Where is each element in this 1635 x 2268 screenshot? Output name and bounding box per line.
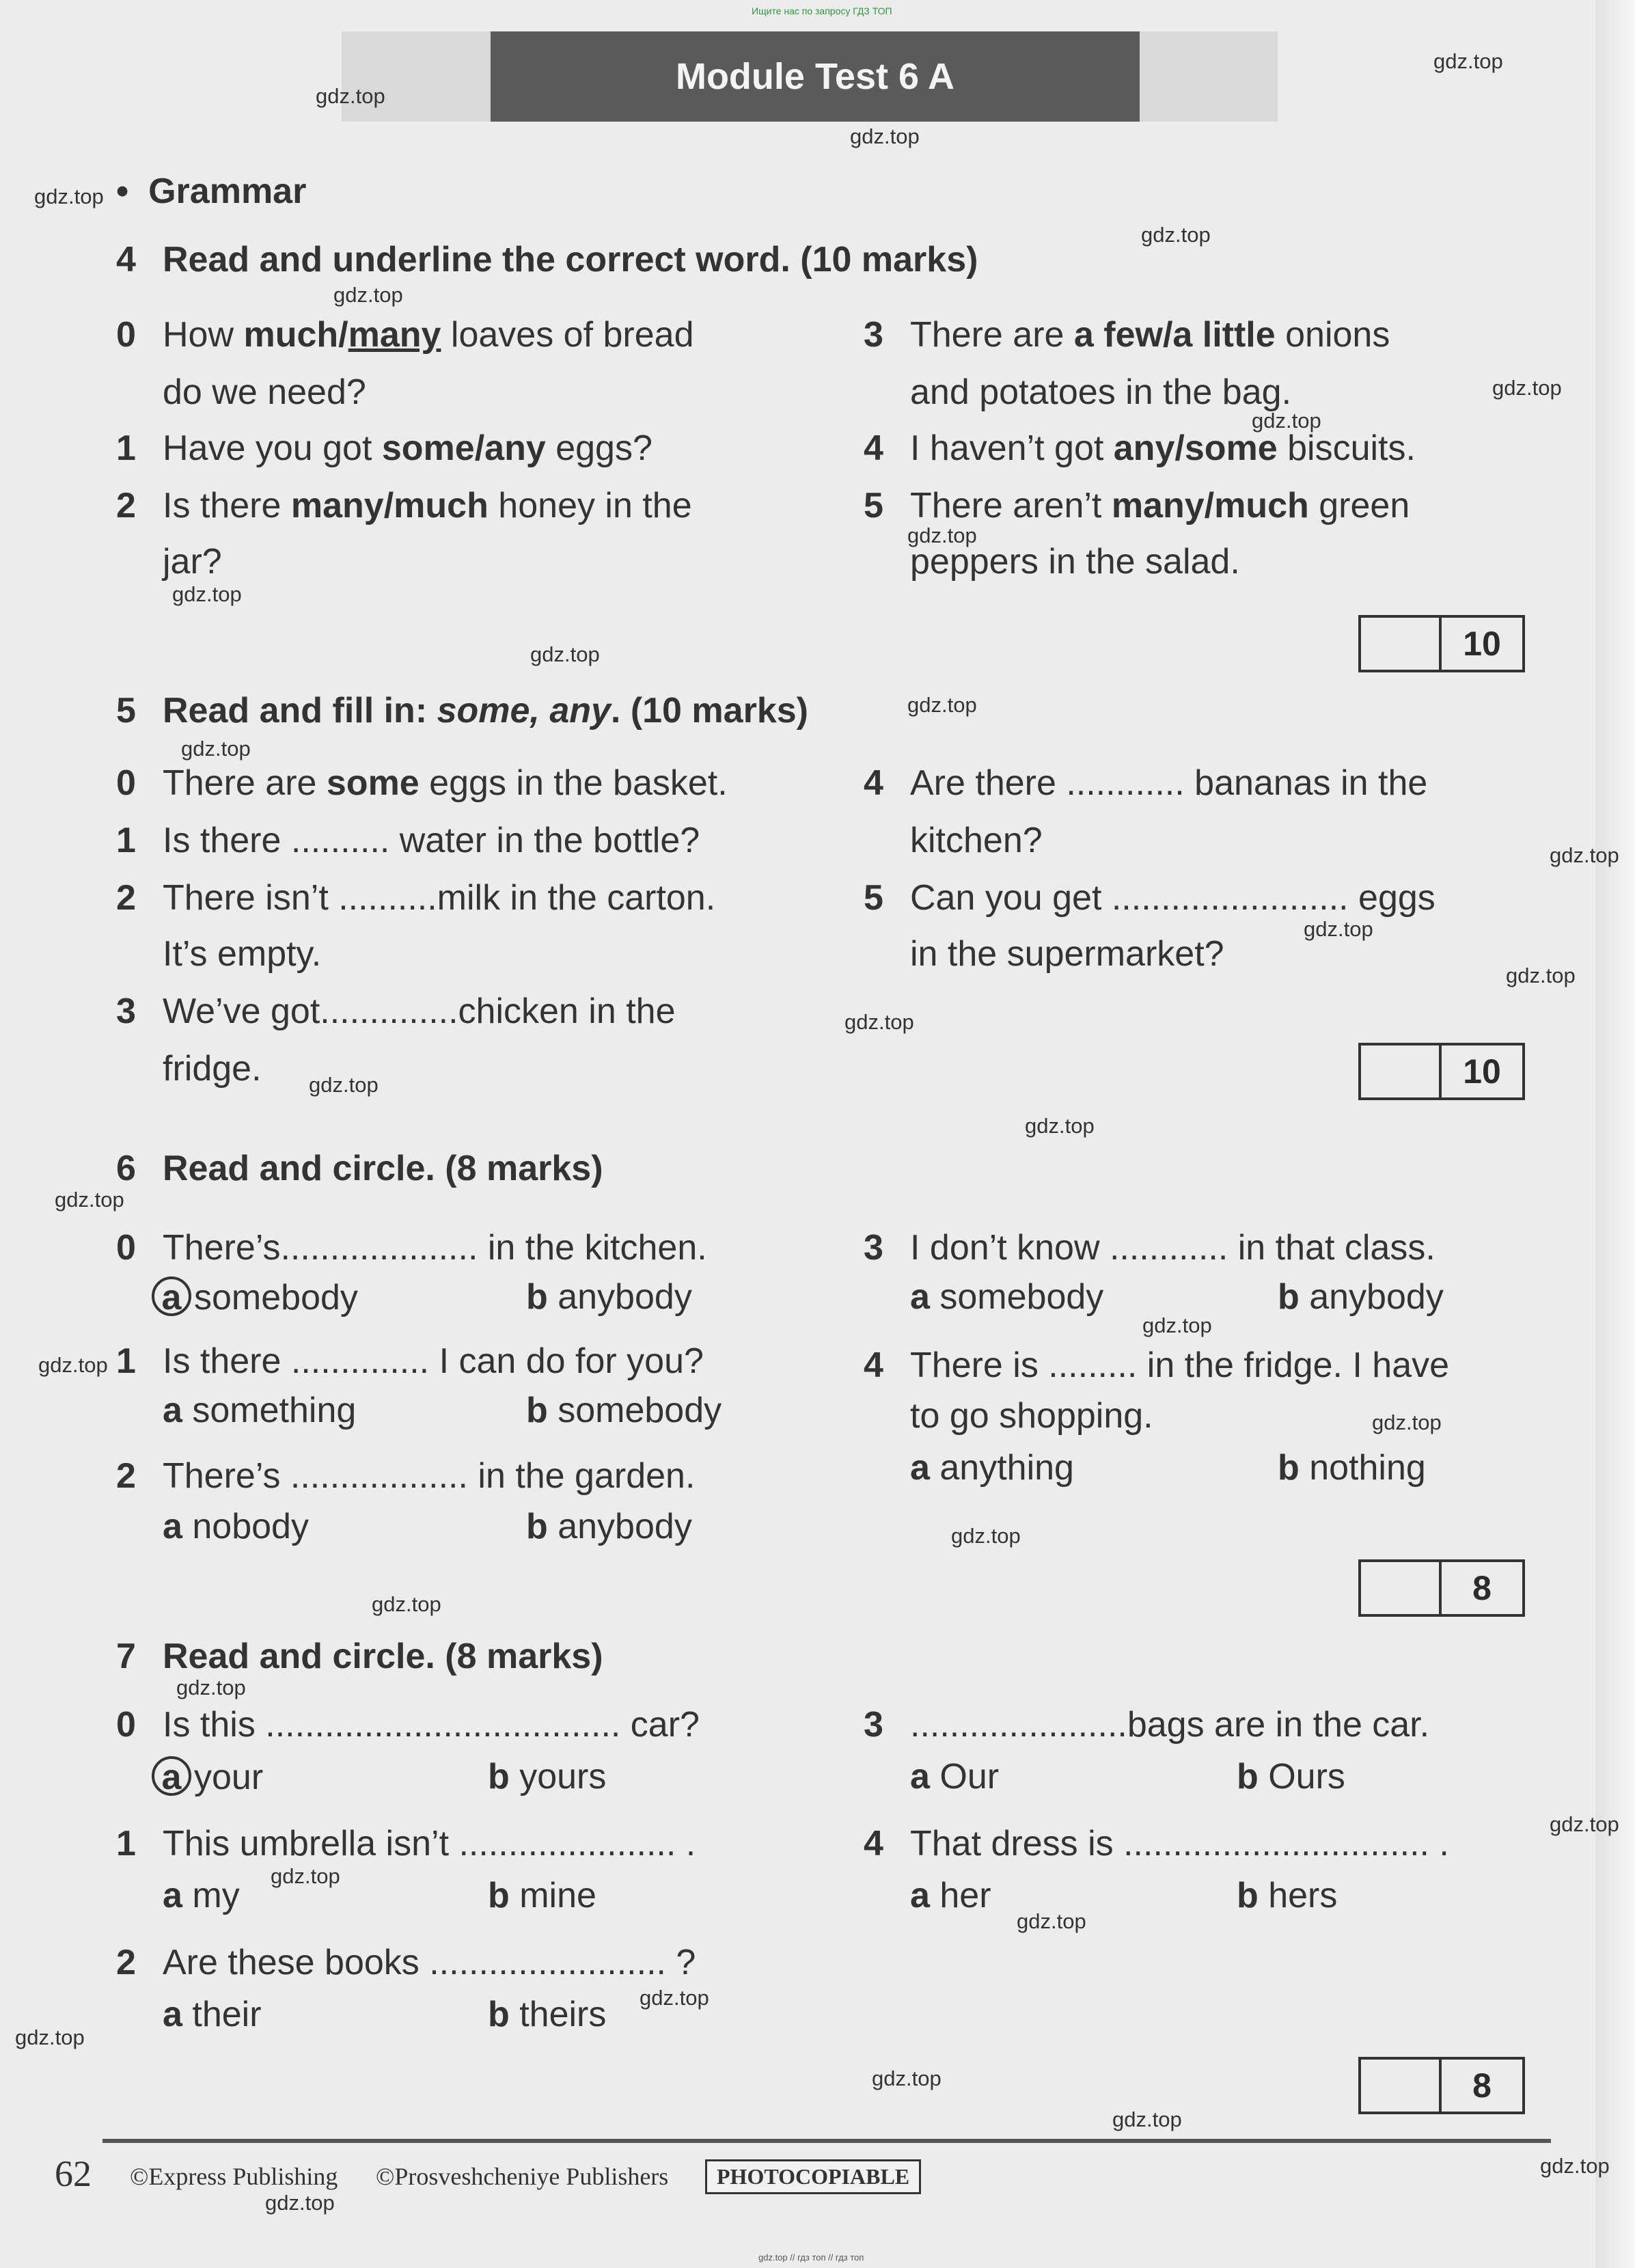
ex7-score-blank [1358,2057,1442,2114]
item-number: 2 [116,1943,136,1982]
score-value: 8 [1472,1569,1492,1607]
bullet-icon: • [116,172,149,211]
ex4-item [116,428,652,469]
ex6-question [116,1341,704,1382]
bottom-note: gdz.top // гдз топ // гдз топ [758,2252,864,2263]
watermark: gdz.top [907,523,977,547]
ex5-heading [116,690,808,731]
item-text: Is there [163,486,291,525]
item-number: 5 [864,486,883,525]
circled-answer-icon: a [152,1276,191,1316]
ex5-number: 5 [116,691,136,730]
watermark: gdz.top [1433,49,1503,73]
option-text: something [192,1391,357,1430]
publisher-1: ©Express Publishing [130,2163,338,2190]
option-text: theirs [519,1995,607,2034]
ex7-option-a[interactable] [152,1756,263,1798]
watermark: gdz.top [316,84,385,108]
option-text: Our [939,1757,1000,1796]
ex7-number: 7 [116,1637,136,1676]
option-letter: a [910,1277,930,1317]
item-text: jar? [163,542,222,582]
option-text: anybody [558,1507,692,1546]
ex5-heading-text: Read and fill in: [163,691,437,730]
item-text: That dress is ............................... . [910,1824,1449,1863]
item-number: 4 [864,763,883,803]
ex7-option-b[interactable] [488,1875,596,1916]
page-edge-shadow [1595,0,1635,2268]
ex7-option-a[interactable] [163,1994,262,2035]
watermark: gdz.top [1304,917,1373,941]
item-number: 2 [116,878,136,918]
item-number: 4 [864,1824,883,1863]
item-text: There is ......... in the fridge. I have [910,1345,1450,1385]
watermark: gdz.top [38,1353,108,1377]
ex7-option-b[interactable] [1237,1875,1337,1916]
watermark: gdz.top [309,1073,379,1097]
ex6-score-blank [1358,1559,1442,1617]
item-text: It’s empty. [163,934,322,974]
item-number: 2 [116,486,136,525]
ex6-option-b[interactable] [1278,1447,1426,1488]
watermark: gdz.top [530,642,600,666]
ex4-number: 4 [116,240,136,279]
watermark: gdz.top [872,2066,942,2090]
ex7-question [864,1823,1449,1864]
ex5-item [116,877,715,918]
option-text: her [939,1876,991,1915]
watermark: gdz.top [844,1010,914,1034]
ex5-item [864,763,1427,804]
item-number: 3 [864,1228,883,1268]
watermark: gdz.top [176,1676,246,1699]
option-text: their [192,1995,262,2034]
item-text: There are [163,763,327,803]
watermark: gdz.top [1492,376,1562,400]
item-text: This umbrella isn’t ...................... . [163,1824,696,1863]
ex4-item [864,428,1416,469]
choice-word: much/ [243,315,348,355]
item-text: eggs? [545,428,652,468]
item-number: 2 [116,1456,136,1496]
ex6-heading-text: Read and circle. (8 marks) [163,1149,603,1188]
ex4-item [116,314,694,355]
ex4-score-blank [1358,615,1442,672]
option-text: my [192,1876,240,1915]
item-text: fridge. [163,1049,262,1089]
ex7-question [864,1704,1429,1745]
item-number: 0 [116,315,136,355]
item-number: 0 [116,1705,136,1745]
watermark: gdz.top [1142,1313,1212,1337]
watermark: gdz.top [1112,2107,1182,2131]
ex7-heading-text: Read and circle. (8 marks) [163,1637,603,1676]
page-title: Module Test 6 A [491,31,1140,122]
option-letter: b [488,1995,510,2034]
option-letter: a [163,1391,182,1430]
option-letter: b [1278,1277,1300,1317]
option-text: anything [939,1448,1074,1488]
ex6-number: 6 [116,1149,136,1188]
option-letter: a [163,1507,182,1546]
ex7-option-a[interactable] [910,1875,991,1916]
option-text: anybody [1309,1277,1444,1317]
item-number: 3 [116,992,136,1031]
item-number: 5 [864,878,883,918]
watermark: gdz.top [1025,1114,1095,1138]
grammar-heading [116,171,306,212]
option-text: somebody [939,1277,1104,1317]
option-letter: a [910,1876,930,1915]
ex7-option-b[interactable] [488,1756,606,1797]
page-number: 62 [55,2153,92,2194]
option-text: yours [519,1757,607,1796]
ex6-question [116,1227,707,1268]
item-text: I don’t know ............ in that class. [910,1228,1435,1268]
item-text: Have you got [163,428,382,468]
grammar-heading-text: Grammar [148,172,307,211]
item-text: green [1308,486,1410,525]
item-number: 0 [116,1228,136,1268]
option-letter: a [910,1757,930,1796]
footer-rule [102,2139,1551,2143]
item-text: There’s .................. in the garden. [163,1456,696,1496]
item-text: to go shopping. [910,1396,1153,1436]
option-text: hers [1268,1876,1338,1915]
item-text: Are there ............ bananas in the [910,763,1428,803]
choice-word: a few/a little [1073,315,1276,355]
item-number: 0 [116,763,136,803]
option-text: mine [519,1876,596,1915]
ex7-score-box [1439,2057,1525,2114]
watermark: gdz.top [1372,1410,1442,1434]
watermark: gdz.top [1540,2154,1610,2178]
option-text: somebody [558,1391,722,1430]
ex6-heading [116,1148,603,1189]
ex6-option-b[interactable] [526,1390,722,1431]
ex7-heading [116,1636,603,1677]
item-text: onions [1275,315,1390,355]
score-value: 10 [1463,625,1501,663]
underlined-answer: many [348,315,441,355]
item-text: Is this .................................... car? [163,1705,700,1745]
item-text: peppers in the salad. [910,542,1240,582]
option-text: nobody [192,1507,309,1546]
watermark: gdz.top [1252,409,1321,433]
option-letter: b [1237,1876,1259,1915]
ex6-score-box [1439,1559,1525,1617]
ex4-score-box [1439,615,1525,672]
item-text: eggs in the basket. [419,763,728,803]
watermark: gdz.top [265,2191,335,2215]
ex5-heading-words: some, any [437,691,611,730]
watermark: gdz.top [907,693,977,717]
ex5-item [864,877,1435,918]
item-text: Is there .......... water in the bottle? [163,821,700,860]
choice-word: many/much [290,486,489,525]
watermark: gdz.top [15,2025,85,2049]
ex6-option-b[interactable] [526,1506,692,1547]
item-text: kitchen? [910,821,1043,860]
watermark: gdz.top [271,1864,340,1888]
choice-word: any/some [1113,428,1278,468]
item-text: I haven’t got [910,428,1114,468]
item-text: There’s.................... in the kitchen. [163,1228,707,1268]
ex6-option-a[interactable] [910,1276,1103,1317]
option-letter: a [163,1876,182,1915]
item-text: Can you get ........................ eggs [910,878,1435,918]
watermark: gdz.top [1506,964,1576,987]
ex7-question [116,1823,696,1864]
ex7-question [116,1704,700,1745]
watermark: gdz.top [850,124,920,148]
watermark: gdz.top [333,283,403,307]
item-number: 4 [864,428,883,468]
ex5-item [116,763,728,804]
ex5-score-box [1439,1043,1525,1100]
ex6-question [116,1456,695,1497]
option-text: Ours [1268,1757,1345,1796]
top-note: Ищите нас по запросу ГДЗ ТОП [752,5,892,16]
option-text: your [194,1758,264,1797]
choice-word: some/any [381,428,546,468]
ex6-question [864,1227,1435,1268]
circled-answer-icon: a [152,1756,191,1796]
ex6-option-a[interactable] [910,1447,1074,1488]
option-text: anybody [558,1277,692,1317]
item-number: 3 [864,1705,883,1745]
item-text: and potatoes in the bag. [910,372,1292,412]
watermark: gdz.top [172,582,242,606]
watermark: gdz.top [181,737,251,761]
item-number: 1 [116,428,136,468]
watermark: gdz.top [640,1986,709,2010]
ex4-item [116,485,692,526]
ex7-option-b[interactable] [1237,1756,1345,1797]
watermark: gdz.top [1017,1909,1086,1933]
ex4-heading-text: Read and underline the correct word. (10 marks) [163,240,978,279]
ex5-heading-marks: . (10 marks) [610,691,808,730]
item-text: loaves of bread [441,315,694,355]
option-letter: b [1237,1757,1259,1796]
watermark: gdz.top [34,185,104,208]
item-text: Are these books ........................ ? [163,1943,696,1982]
item-text: There aren’t [910,486,1112,525]
item-text: There are [910,315,1074,355]
option-letter: a [910,1448,930,1488]
item-text: do we need? [163,372,366,412]
choice-word: many/much [1111,486,1309,525]
ex6-option-b[interactable] [526,1276,692,1317]
item-number: 3 [864,315,883,355]
ex6-option-a[interactable] [163,1390,356,1431]
item-text: We’ve got..............chicken in the [163,992,676,1031]
watermark: gdz.top [1550,1812,1619,1836]
option-letter: b [526,1391,548,1430]
option-letter: b [526,1277,548,1317]
ex7-option-a[interactable] [910,1756,999,1797]
ex6-option-b[interactable] [1278,1276,1444,1317]
ex6-option-a[interactable] [152,1276,358,1318]
ex7-option-b[interactable] [488,1994,606,2035]
watermark: gdz.top [55,1188,124,1212]
option-letter: b [488,1876,510,1915]
item-number: 1 [116,1341,136,1381]
option-letter: b [1278,1448,1300,1488]
ex4-item [864,314,1390,355]
option-text: nothing [1309,1448,1426,1488]
option-letter: b [526,1507,548,1546]
option-letter: a [163,1995,182,2034]
item-text: ......................bags are in the car. [910,1705,1430,1745]
publisher-2: ©Prosveshcheniye Publishers [376,2163,669,2190]
ex5-item [116,991,676,1032]
score-value: 10 [1463,1052,1501,1091]
item-text: Is there .............. I can do for you? [163,1341,704,1381]
ex4-heading [116,239,978,280]
ex7-option-a[interactable] [163,1875,240,1916]
item-number: 1 [116,1824,136,1863]
watermark: gdz.top [1141,223,1211,247]
item-text: There isn’t ..........milk in the carton. [163,878,716,918]
ex6-question [864,1345,1449,1386]
item-text: in the supermarket? [910,934,1224,974]
option-letter: b [488,1757,510,1796]
item-number: 4 [864,1345,883,1385]
item-text: biscuits. [1277,428,1416,468]
option-text: somebody [194,1278,358,1317]
watermark: gdz.top [951,1524,1021,1548]
ex7-question [116,1942,696,1983]
score-value: 8 [1472,2066,1492,2105]
ex5-item [116,820,700,861]
photocopiable-label: PHOTOCOPIABLE [705,2159,921,2194]
example-answer: some [326,763,420,803]
item-number: 1 [116,821,136,860]
item-text: honey in the [488,486,692,525]
watermark: gdz.top [372,1592,441,1616]
item-text: How [163,315,244,355]
ex5-score-blank [1358,1043,1442,1100]
ex6-option-a[interactable] [163,1506,309,1547]
ex4-item [864,485,1410,526]
watermark: gdz.top [1550,843,1619,867]
